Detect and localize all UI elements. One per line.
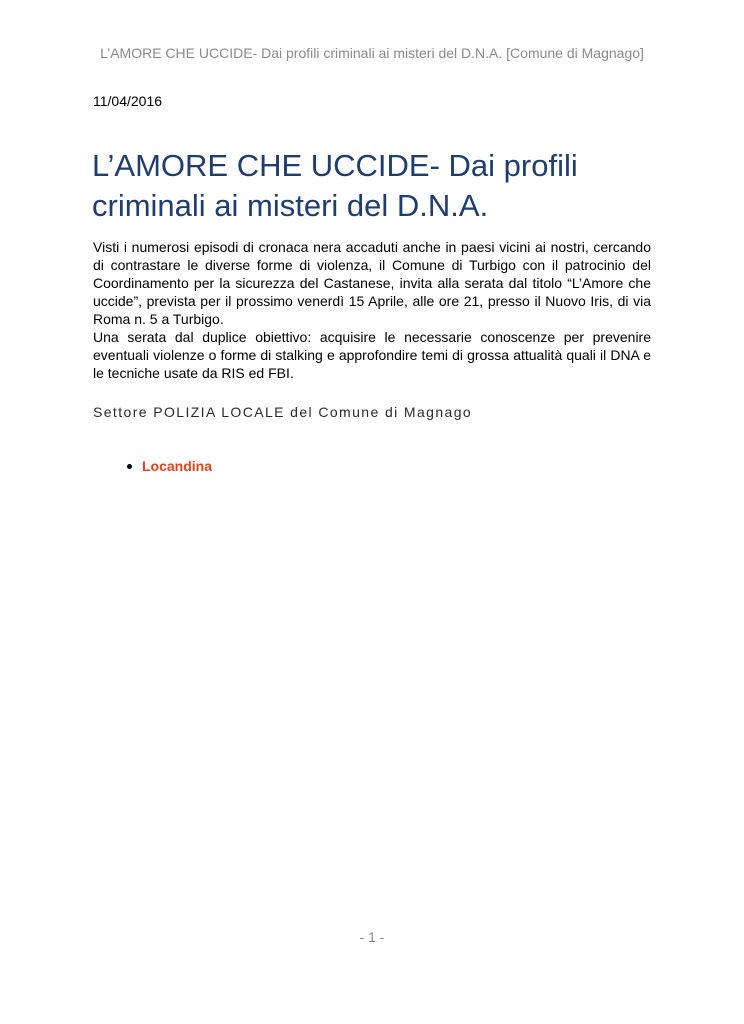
page-number: - 1 - [359, 929, 385, 945]
locandina-link[interactable]: Locandina [142, 458, 213, 474]
list-item [127, 456, 212, 476]
article-signature: Settore POLIZIA LOCALE del Comune di Magnago [93, 404, 473, 420]
attachment-list [127, 456, 212, 476]
article-body [93, 238, 651, 382]
article-paragraph: Una serata dal duplice obiettivo: acquisire le necessarie conoscenze per prevenire eventuali violenze o forme di stalking e approfondire temi di grossa attualità quali il DNA e le tecniche usate da RIS ed FBI. [93, 329, 651, 381]
article-title: L’AMORE CHE UCCIDE- Dai profili criminali ai misteri del D.N.A. [92, 148, 578, 223]
article-paragraph: Visti i numerosi episodi di cronaca nera accaduti anche in paesi vicini ai nostri, cercando di contrastare le diverse forme di violenza, il Comune di Turbigo con il patrocinio del Coordinamento per la sicurezza del Castanese, invita alla serata dal titolo “L’Amore che uccide”, prevista per il prossimo venerdì 15 Aprile, alle ore 21, presso il Nuovo Iris, di via Roma n. 5 a Turbigo. [93, 239, 651, 327]
running-header: L’AMORE CHE UCCIDE- Dai profili criminali ai misteri del D.N.A. [Comune di Magnago] [100, 45, 644, 61]
bullet-icon [127, 464, 132, 469]
article-date: 11/04/2016 [93, 93, 163, 109]
